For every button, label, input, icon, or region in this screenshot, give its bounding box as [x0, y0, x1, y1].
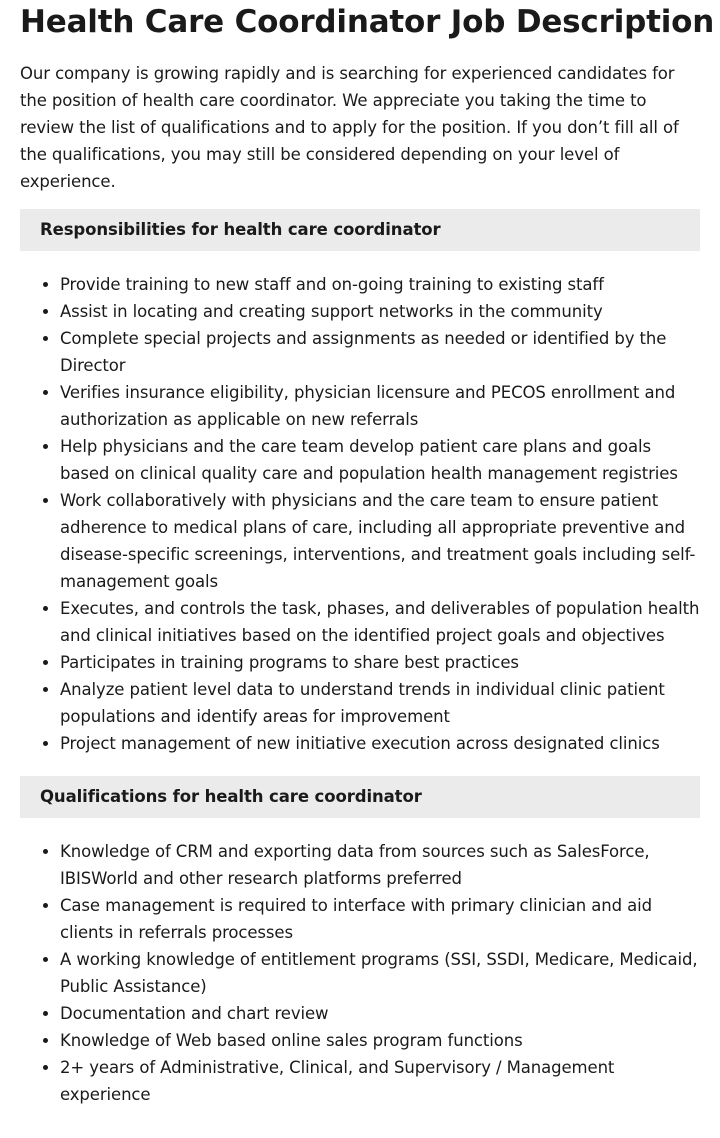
list-item: • Project management of new initiative execution across designated clinics: [60, 730, 700, 757]
page-title: Health Care Coordinator Job Description: [20, 4, 715, 40]
list-item: • Case management is required to interface with primary clinician and aid clients in referrals processes: [60, 892, 700, 946]
list-item: • A working knowledge of entitlement programs (SSI, SSDI, Medicare, Medicaid, Public Assistance): [60, 946, 700, 1000]
responsibilities-heading: Responsibilities for health care coordinator: [20, 209, 700, 251]
qualifications-list: [20, 838, 700, 1108]
list-item: • Documentation and chart review: [60, 1000, 700, 1027]
list-item: • Complete special projects and assignments as needed or identified by the Director: [60, 325, 700, 379]
list-item: • 2+ years of Administrative, Clinical, and Supervisory / Management experience: [60, 1054, 700, 1108]
list-item: • Knowledge of CRM and exporting data from sources such as SalesForce, IBISWorld and other research platforms preferred: [60, 838, 700, 892]
list-item: • Work collaboratively with physicians and the care team to ensure patient adherence to medical plans of care, including all appropriate preventive and disease-specific screenings, interventions, and treatment goals including self-management goals: [60, 487, 700, 595]
intro-paragraph: Our company is growing rapidly and is searching for experienced candidates for the position of health care coordinator. We appreciate you taking the time to review the list of qualifications and to apply for the position. If you don’t fill all of the qualifications, you may still be considered depending on your level of experience.: [20, 64, 679, 191]
responsibilities-list: [20, 271, 700, 757]
list-item: • Executes, and controls the task, phases, and deliverables of population health and clinical initiatives based on the identified project goals and objectives: [60, 595, 700, 649]
list-item: • Assist in locating and creating support networks in the community: [60, 298, 700, 325]
list-item: • Provide training to new staff and on-going training to existing staff: [60, 271, 700, 298]
list-item: • Participates in training programs to share best practices: [60, 649, 700, 676]
qualifications-heading: Qualifications for health care coordinator: [20, 776, 700, 818]
list-item: • Analyze patient level data to understand trends in individual clinic patient populations and identify areas for improvement: [60, 676, 700, 730]
list-item: • Knowledge of Web based online sales program functions: [60, 1027, 700, 1054]
list-item: • Verifies insurance eligibility, physician licensure and PECOS enrollment and authorization as applicable on new referrals: [60, 379, 700, 433]
list-item: • Help physicians and the care team develop patient care plans and goals based on clinical quality care and population health management registries: [60, 433, 700, 487]
